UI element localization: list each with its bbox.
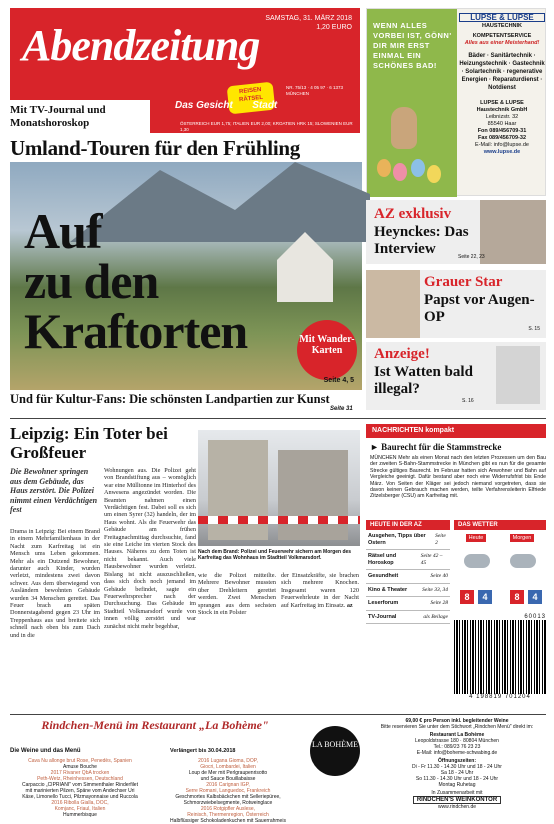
issue-info: NR. 75/13 · 4 05 97 · 6 1373 MÜNCHEN (286, 85, 344, 96)
teaser-page-ref: S. 16 (462, 398, 474, 404)
index-row[interactable]: Rätsel und Horoskop Seite 42 – 45 (366, 550, 450, 570)
masthead (10, 8, 360, 133)
sub-page-ref: Seite 31 (330, 406, 353, 412)
tagline: Das Gesicht Stadt (175, 100, 278, 111)
barcode-lines (454, 620, 546, 694)
menu-heading: Die Weine und das Menü (10, 748, 81, 754)
papst-photo (366, 270, 420, 338)
teaser-papst[interactable] (366, 270, 546, 338)
menu-left: Cava Nu allonge brut Rose, Penedès, Spanien Amuse Bouche 2017 Rivaner QbA trocken Peth-Wetz, Rheinhessen, Deutschland Carpaccio „CIPRIANI" vom Simmenthaler Rinderfilet mit marinierten Pilzen, Späne vom Andechser Uri Käse, Limonello Tucci, Pilzmayonnaise und Ruccola 2016 Ribolla Gialla, DOC, Komjanc, Friaul, Italien Hummerbisque (22, 758, 138, 818)
boheme-circle: LA BOHÈME (310, 726, 360, 776)
weather-bar: DAS WETTER (454, 520, 546, 530)
lead-subheadline[interactable]: Und für Kultur-Fans: Die schönsten Landpartien zur Kunst (10, 392, 330, 406)
index-row[interactable]: Kino & Theater Seite 33, 34 (366, 584, 450, 598)
teaser-headline: Ist Watten bald illegal? (374, 364, 473, 397)
index-row[interactable]: Leserforum Seite 28 (366, 597, 450, 611)
divider (10, 418, 546, 419)
news-headline[interactable]: ► Baurecht für die Stammstrecke (370, 442, 502, 452)
story-column-4: der Einsatzkräfte, sie brachen sich mehrere Knochen. Insgesamt waren 120 Feuerwehrleute in der Nacht auf Karfreitag im Einsatz. az (281, 572, 359, 609)
police-tape (198, 516, 360, 524)
lupse-advertisement[interactable] (366, 8, 546, 196)
weather-box (454, 520, 546, 610)
heynckes-photo (480, 200, 546, 264)
teaser-watten[interactable] (366, 342, 546, 410)
hero-photo[interactable] (10, 162, 362, 390)
teaser-kicker: AZ exklusiv (374, 206, 452, 222)
hiking-map-seal: Mit Wander-Karten (297, 320, 357, 380)
issue-date: SAMSTAG, 31. MÄRZ 2018 1,20 EURO (265, 15, 352, 31)
temp-low: 4 (478, 590, 492, 604)
teaser-headline: Heynckes: Das Interview (374, 224, 469, 257)
teaser-page-ref: S. 15 (528, 326, 540, 332)
story-intro: Die Bewohner springen aus dem Gebäude, das Haus zerstört. Die Polizei nimmt einen Verdächtigen fest (10, 467, 98, 514)
story-headline[interactable]: Leipzig: Ein Toter bei Großfeuer (10, 424, 168, 462)
newspaper-logo[interactable]: Abendzeitung (22, 21, 260, 70)
teaser-page-ref: Seite 22, 23 (458, 254, 485, 260)
photo-caption: Nach dem Brand: Polizei und Feuerwehr sichern am Morgen des Karfreitag das Wohnhaus im Stadtteil Volkmarsdorf. (198, 549, 352, 561)
today-index (366, 520, 450, 714)
teaser-kicker: Grauer Star (424, 274, 503, 290)
boheme-logo (304, 718, 364, 796)
barcode: 60013 4 198819 701204 (454, 614, 546, 714)
foreign-prices: ÖSTERREICH EUR 1,75; ITALIEN EUR 2,00; KROATIEN HRK 15; SLOWENIEN EUR 1,30 (180, 121, 353, 132)
today-tag: Heute (466, 534, 487, 542)
cloud-icon (464, 554, 490, 568)
divider (10, 714, 546, 715)
story-column-1: Drama in Leipzig: Bei einem Brand in einem Mehrfamilienhaus in der Nacht zum Karfreitag ist ein Mensch ums Leben gekommen. Mehr als ein Dutzend Bewohner, darunter auch Kinder, wurden verletzt, mindestens zwei davon schwer. Aus dem überwiegend von Ausländern bewohnten Gebäude wurden 34 Menschen gerettet. Das Feuer brach am späten Donnerstagabend gegen 23 Uhr im Treppenhaus aus und breitete sich schnell nach oben bis zum Dach und in die (10, 528, 100, 639)
temp-high: 8 (510, 590, 524, 604)
restaurant-info: 69,00 € pro Person inkl. begleitender Weine Bitte reservieren Sie unter dem Stichwort „Rindchen Menü" direkt im: Restaurant La Bohème Leopoldstrasse 180 · 80804 München Tel.: 089/23 76 23 23 E-Mail: info@boheme-schwabing.de Öffnungszeiten: Di - Fr 11.30 - 14.30 Uhr und 18 - 24 Uhr Sa 18 - 24 Uhr So 11.30 - 14.30 Uhr und 18 - 24 Uhr Montag Ruhetag In Zusammenarbeit mit RINDCHEN'S WEINKONTOR www.rindchen.de (380, 718, 534, 810)
menu-valid: Verlängert bis 30.04.2018 (170, 748, 236, 754)
story-column-3: wie die Polizei mitteilte. Mehrere Bewohner mussten über Drehleitern gerettet werden. Zwei Menschen sprangen aus dem sechsten Stock in ein Polster (198, 572, 276, 617)
ad-image (367, 9, 457, 197)
index-row[interactable]: TV-Journal als Beilage (366, 611, 450, 625)
news-text: MÜNCHEN Mehr als einen Monat nach den letzten Prozessen um den Bau der zweiten S-Bahn-Stammstrecke in München gibt es nun für die gesamte Strecke gültiges Baurecht. Im Februar hatten sich Anwohner und Bahn auf Vergleiche geeinigt. Dafür bestand aber noch eine Widerrufsfrist bis Ende März. Von Seiten der Kläger sei jedoch niemand vorgetreten, dass sie davon keinen Gebrauch machen werden, teilte Verfahrensleiterin Elfriede Zitzelsberger (CSU) am Karfreitag mit. (370, 455, 546, 500)
tomorrow-tag: Morgen (510, 534, 535, 542)
ad-slogan: WENN ALLES VORBEI IST, GÖNN' DIR MIR ERST EINMAL EIN SCHÖNES BAD! (373, 21, 452, 70)
teaser-kicker: Anzeige! (374, 346, 430, 362)
story-column-2: Wohnungen aus. Die Polizei geht von Brandstiftung aus – womöglich war eine Mülltonne im Hinterhof des Anwesens angezündet worden. Die Beamten nahmen einen Verdächtigen fest. Dabei soll es sich um einen Syrer (32) handeln, der im Haus wohnt. Als die Feuerwehr das Gebäude am frühen Freitagnachmittag durchsuchte, fand sie eine Leiche im vierten Stock des Hauses. Näheres zu dem Toten ist nicht bekannt. Auch viele Hausbewohner wurden verletzt. Bislang ist nicht auszuschließen, dass sich doch noch jemand im Gebäude befindet, sagte ein Feuerwehrsprecher nach der Durchsuchung. Das Gebäude im Stadtteil Volkmarsdorf wurde von innen völlig zerstört und war zunächst nicht mehr begehbar, (104, 467, 196, 630)
hero-headline[interactable]: Auf zu den Kraftorten (24, 203, 248, 359)
news-bar: NACHRICHTEN kompakt (366, 424, 546, 438)
tv-journal-teaser[interactable]: Mit TV-Journal und Monatshoroskop (10, 100, 150, 133)
restaurant-title: Rindchen-Menü im Restaurant „La Bohème" (41, 718, 269, 732)
cloud-icon (510, 554, 536, 568)
temp-low: 4 (528, 590, 542, 604)
index-row[interactable]: Gesundheit Seite 40 (366, 570, 450, 584)
fire-photo[interactable] (198, 430, 360, 546)
travel-quiz-badge: REISEN RÄTSEL (227, 82, 276, 115)
menu-right: 2016 Lugana Gioma, DOP, Giocri, Lombardei, Italien Loup de Mer mit Perlgraupenrisotto und Sauce Bouillabaisse 2016 Carignan IGP, Serre Romani, Languedoc, Frankreich Geschmortes Kalbsbäckchen mit Selleriepüree, Schmorzwiebelsegmente, Rotweinglace 2016 Rotgipfler Auslese, Reinisch, Thermenregion, Österreich Halbflüssiger Schokoladenkuchen mit Sauerrahmeis (170, 758, 286, 824)
hero-page-ref: Seite 4, 5 (323, 377, 354, 384)
lead-kicker-headline[interactable]: Umland-Touren für den Frühling (10, 136, 300, 160)
cards-photo (496, 346, 540, 404)
ad-text: LUPSE & LUPSE HAUSTECHNIK KOMPETENTSERVICE Alles aus einer Meisterhand! Bäder · Sanitärtechnik · Heizungstechnik · Gastechnik · Solartechnik · regenerative Energien · Reparaturdienst · Notdienst LUPSE & LUPSE Haustechnik GmbH Leibnizstr. 32 85540 Haar Fon 089/456709-31 Fax 089/456709-32 E-Mail: info@lupse.de www.lupse.de (459, 13, 545, 155)
temp-high: 8 (460, 590, 474, 604)
restaurant-ad[interactable] (10, 718, 300, 824)
teaser-headline: Papst vor Augen-OP (424, 292, 535, 325)
teaser-heynckes[interactable] (366, 200, 546, 264)
chapel-shape (270, 232, 340, 302)
today-bar: HEUTE IN DER AZ (366, 520, 450, 530)
index-row[interactable]: Ausgehen, Tipps über Ostern Seite 2 (366, 530, 450, 550)
